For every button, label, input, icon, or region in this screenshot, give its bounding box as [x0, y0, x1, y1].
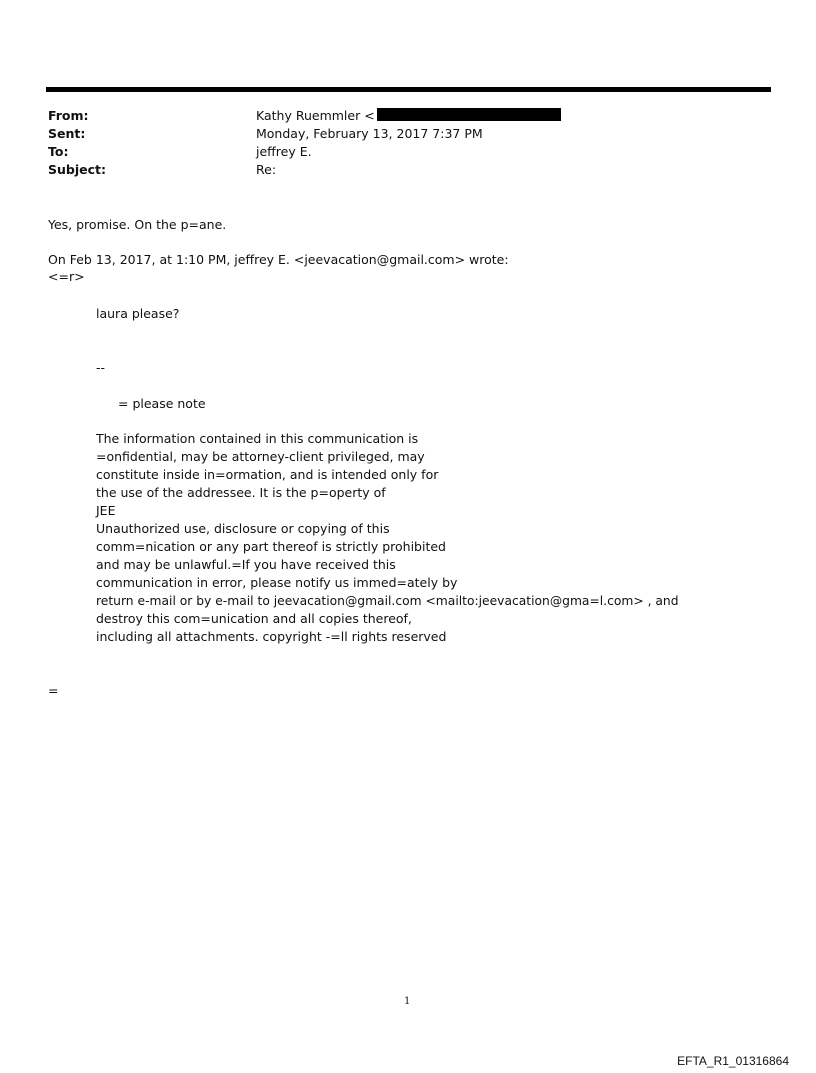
subject-label: Subject:	[48, 162, 106, 177]
header-rule	[46, 87, 771, 92]
trailing-equals: =	[48, 683, 59, 698]
disclaimer-line: including all attachments. copyright -=ll rights reserved	[96, 629, 447, 644]
disclaimer-line: JEE	[96, 503, 116, 518]
disclaimer-line: the use of the addressee. It is the p=operty of	[96, 485, 386, 500]
disclaimer-line: The information contained in this communication is	[96, 431, 419, 446]
disclaimer-line: comm=nication or any part thereof is strictly prohibited	[96, 539, 446, 554]
signature-separator: --	[96, 360, 106, 375]
bates-number: EFTA_R1_01316864	[677, 1054, 789, 1068]
quoted-message: laura please?	[96, 306, 180, 321]
from-value	[256, 107, 561, 125]
disclaimer-line: Unauthorized use, disclosure or copying of this	[96, 521, 390, 536]
page-number: 1	[404, 996, 411, 1007]
quote-intro: On Feb 13, 2017, at 1:10 PM, jeffrey E. <jeevacation@gmail.com> wrote:	[48, 252, 509, 267]
to-value: jeffrey E.	[256, 144, 312, 159]
subject-value: Re:	[256, 162, 277, 177]
to-label: To:	[48, 144, 69, 159]
from-label: From:	[48, 108, 89, 123]
quote-marker: <=r>	[48, 269, 85, 284]
note-heading: = please note	[118, 396, 206, 411]
disclaimer-line: =onfidential, may be attorney-client privileged, may	[96, 449, 425, 464]
disclaimer-line: and may be unlawful.=If you have received this	[96, 557, 396, 572]
disclaimer-line: destroy this com=unication and all copies thereof,	[96, 611, 412, 626]
sent-label: Sent:	[48, 126, 86, 141]
sent-value: Monday, February 13, 2017 7:37 PM	[256, 126, 483, 141]
from-name: Kathy Ruemmler <	[256, 108, 375, 123]
disclaimer-line: communication in error, please notify us immed=ately by	[96, 575, 458, 590]
disclaimer-line: constitute inside in=ormation, and is intended only for	[96, 467, 439, 482]
disclaimer-line: return e-mail or by e-mail to jeevacation@gmail.com <mailto:jeevacation@gma=l.com> , and	[96, 594, 679, 608]
redaction-bar	[377, 108, 561, 121]
reply-text: Yes, promise. On the p=ane.	[48, 217, 227, 232]
